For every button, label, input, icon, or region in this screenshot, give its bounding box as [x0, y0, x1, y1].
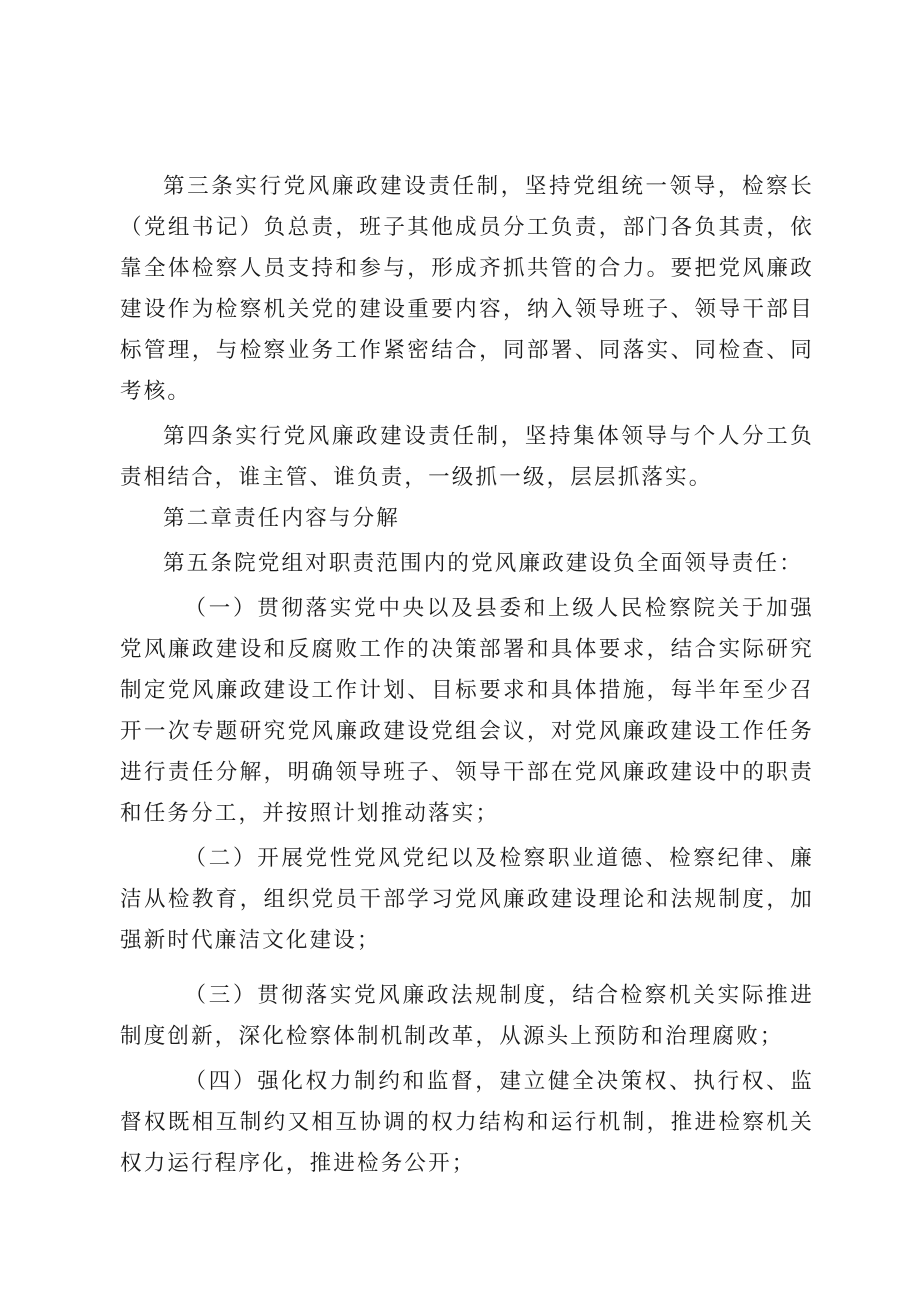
article-5-item-4: （四）强化权力制约和监督，建立健全决策权、执行权、监督权既相互制约又相互协调的权力结构和运行机制，推进检察机关权力运行程序化，推进检务公开；	[120, 1069, 814, 1176]
document-body	[120, 166, 814, 1184]
article-4-paragraph: 第四条实行党风廉政建设责任制，坚持集体领导与个人分工负责相结合，谁主管、谁负责，一级抓一级，层层抓落实。	[120, 424, 814, 490]
article-5-item-3: （三）贯彻落实党风廉政法规制度，结合检察机关实际推进制度创新，深化检察体制机制改革，从源头上预防和治理腐败；	[120, 983, 814, 1049]
article-5-item-2: （二）开展党性党风党纪以及检察职业道德、检察纪律、廉洁从检教育，组织党员干部学习党风廉政建设理论和法规制度，加强新时代廉洁文化建设；	[120, 846, 814, 953]
article-5-item-1: （一）贯彻落实党中央以及县委和上级人民检察院关于加强党风廉政建设和反腐败工作的决策部署和具体要求，结合实际研究制定党风廉政建设工作计划、目标要求和具体措施，每半年至少召开一次专题研究党风廉政建设党组会议，对党风廉政建设工作任务进行责任分解，明确领导班子、领导干部在党风廉政建设中的职责和任务分工，并按照计划推动落实；	[120, 596, 814, 826]
article-3-paragraph: 第三条实行党风廉政建设责任制，坚持党组统一领导，检察长（党组书记）负总责，班子其他成员分工负责，部门各负其责，依靠全体检察人员支持和参与，形成齐抓共管的合力。要把党风廉政建设作为检察机关党的建设重要内容，纳入领导班子、领导干部目标管理，与检察业务工作紧密结合，同部署、同落实、同检查、同考核。	[120, 174, 814, 404]
article-5-paragraph: 第五条院党组对职责范围内的党风廉政建设负全面领导责任：	[163, 551, 803, 576]
chapter-2-heading: 第二章责任内容与分解	[163, 506, 401, 531]
